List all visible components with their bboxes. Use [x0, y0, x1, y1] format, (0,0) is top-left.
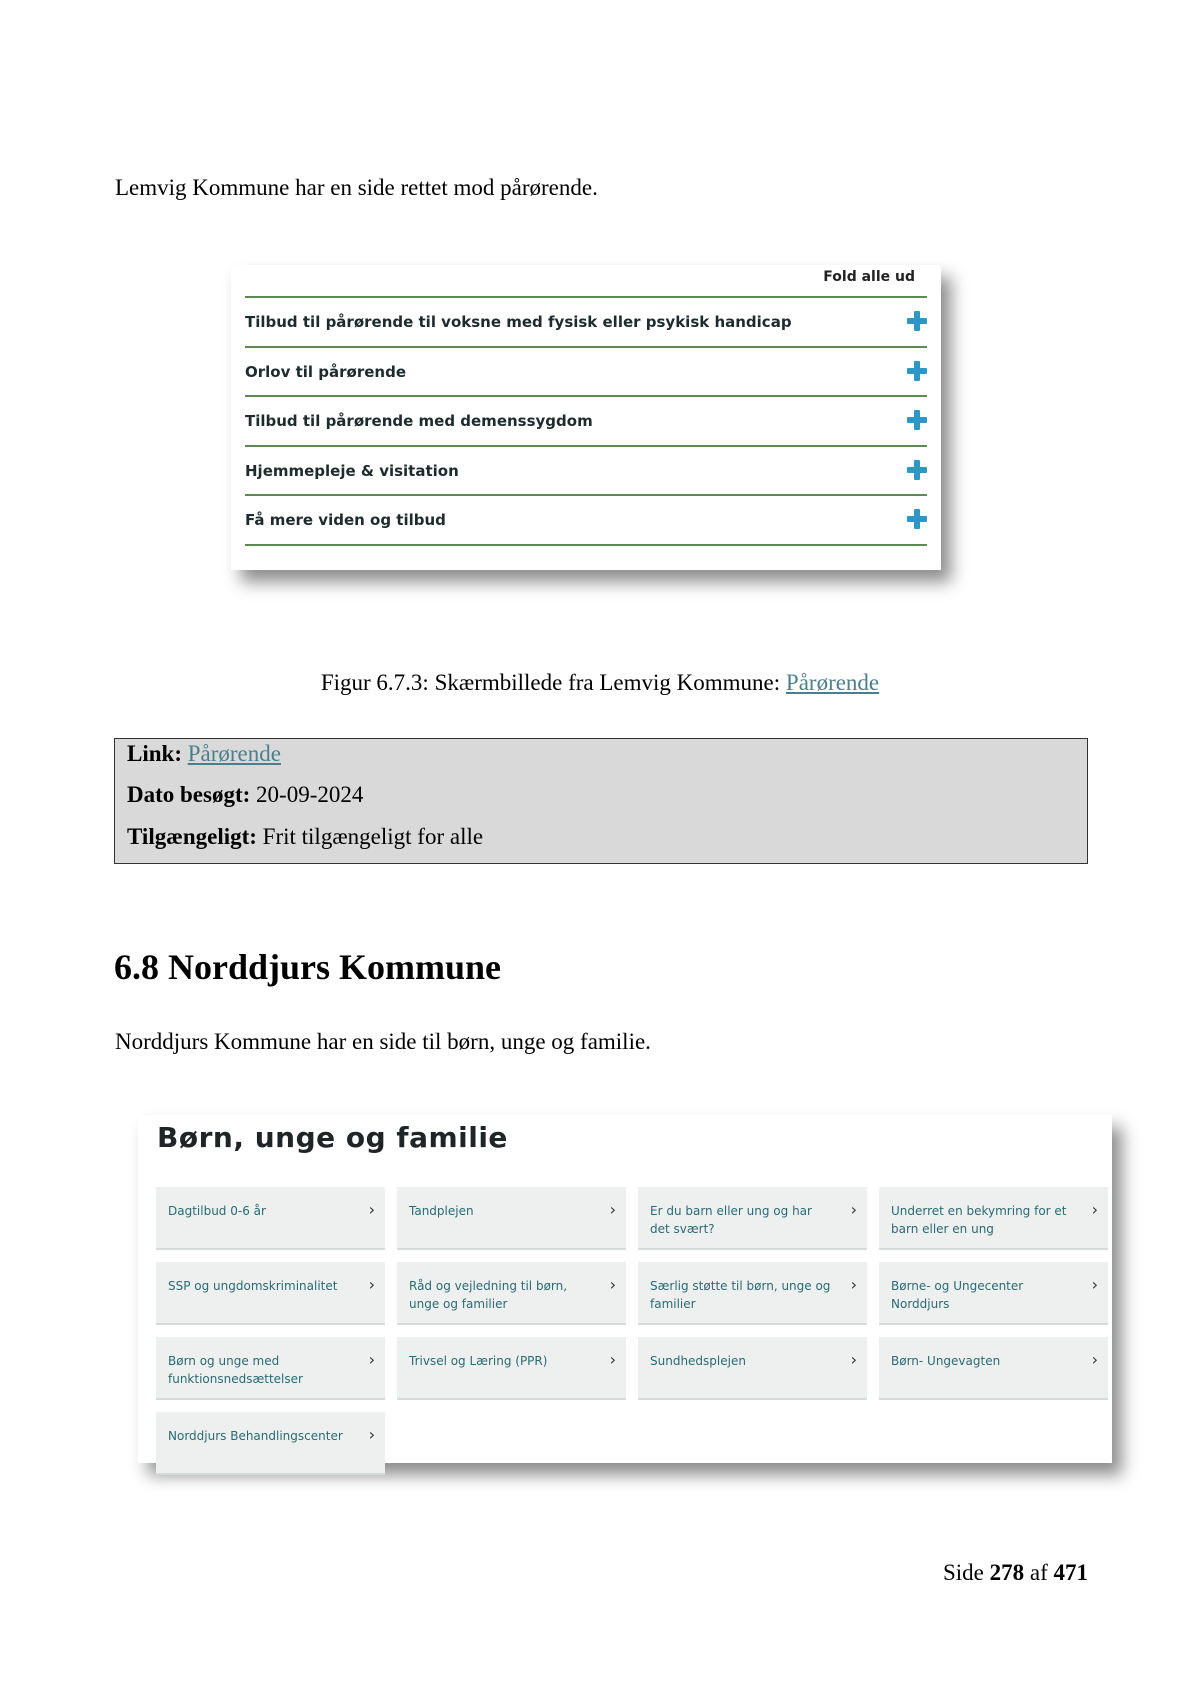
plus-icon[interactable] — [907, 410, 927, 430]
chevron-right-icon: › — [368, 1425, 375, 1444]
chevron-right-icon: › — [609, 1350, 616, 1369]
nav-tile-label: Særlig støtte til børn, unge og familier — [650, 1279, 831, 1311]
nav-tile-label: Norddjurs Behandlingscenter — [168, 1429, 343, 1443]
nav-tile[interactable] — [397, 1262, 626, 1325]
fold-all-button[interactable]: Fold alle ud — [823, 269, 915, 285]
plus-icon[interactable] — [907, 460, 927, 480]
section-heading: 6.8 Norddjurs Kommune — [114, 947, 502, 987]
nav-tile-label: Råd og vejledning til børn, unge og familier — [409, 1279, 568, 1311]
page-number-prefix: Side — [942, 1560, 984, 1585]
accordion-item[interactable] — [245, 348, 927, 398]
info-access-label: Tilgængeligt: — [127, 824, 257, 849]
source-info-box — [114, 738, 1088, 864]
accordion-item-label: Tilbud til pårørende til voksne med fysisk eller psykisk handicap — [245, 313, 792, 331]
nav-tile-label: Tandplejen — [409, 1204, 474, 1218]
intro-paragraph-norddjurs: Norddjurs Kommune har en side til børn, unge og familie. — [115, 1029, 651, 1054]
accordion-item[interactable] — [245, 298, 927, 348]
accordion-item[interactable] — [245, 496, 927, 546]
info-date-label: Dato besøgt: — [127, 782, 251, 807]
chevron-right-icon: › — [1091, 1200, 1098, 1219]
accordion-item-label: Hjemmepleje & visitation — [245, 461, 459, 480]
figure-caption-text: Figur 6.7.3: Skærmbillede fra Lemvig Kommune: — [320, 670, 786, 695]
info-access-line — [127, 824, 483, 850]
nav-tile[interactable] — [156, 1337, 385, 1400]
accordion-list — [245, 296, 927, 546]
nav-tile[interactable] — [638, 1187, 867, 1250]
chevron-right-icon: › — [368, 1275, 375, 1294]
page-number-total: 471 — [1053, 1560, 1088, 1585]
accordion-item-label: Få mere viden og tilbud — [245, 511, 446, 529]
chevron-right-icon: › — [368, 1200, 375, 1219]
nav-tile-label: SSP og ungdomskriminalitet — [168, 1279, 338, 1293]
chevron-right-icon: › — [850, 1200, 857, 1219]
info-link[interactable]: Pårørende — [187, 741, 281, 766]
nav-tile[interactable] — [397, 1337, 626, 1400]
nav-tile[interactable] — [156, 1262, 385, 1325]
chevron-right-icon: › — [609, 1200, 616, 1219]
nav-tile-label: Sundhedsplejen — [650, 1354, 746, 1368]
norddjurs-page-title: Børn, unge og familie — [157, 1121, 508, 1154]
nav-tile[interactable] — [156, 1412, 385, 1475]
nav-tile[interactable] — [879, 1187, 1108, 1250]
accordion-item[interactable] — [245, 447, 927, 497]
page-number — [943, 1560, 1088, 1586]
info-date-line — [127, 782, 363, 808]
page-number-current: 278 — [989, 1560, 1025, 1585]
chevron-right-icon: › — [850, 1350, 857, 1369]
nav-tile-label: Trivsel og Læring (PPR) — [409, 1354, 548, 1368]
nav-tile-label: Børne- og Ungecenter Norddjurs — [891, 1279, 1024, 1311]
accordion-item[interactable] — [245, 397, 927, 447]
page-number-sep: af — [1029, 1560, 1048, 1585]
accordion-item-label: Orlov til pårørende — [245, 362, 406, 381]
nav-tile-label: Børn og unge med funktionsnedsættelser — [168, 1354, 303, 1386]
nav-tile[interactable] — [156, 1187, 385, 1250]
lemvig-screenshot — [231, 265, 941, 570]
figure-caption — [0, 670, 1200, 696]
plus-icon[interactable] — [907, 311, 927, 331]
info-link-line — [127, 741, 281, 767]
nav-tile-label: Underret en bekymring for et barn eller en ung — [891, 1204, 1067, 1236]
nav-tile[interactable] — [638, 1262, 867, 1325]
plus-icon[interactable] — [907, 361, 927, 381]
nav-tile[interactable] — [879, 1262, 1108, 1325]
chevron-right-icon: › — [1091, 1350, 1098, 1369]
chevron-right-icon: › — [850, 1275, 857, 1294]
chevron-right-icon: › — [609, 1275, 616, 1294]
nav-tile-label: Dagtilbud 0-6 år — [168, 1204, 266, 1218]
info-access-value: Frit tilgængeligt for alle — [262, 824, 484, 849]
intro-paragraph-lemvig: Lemvig Kommune har en side rettet mod pårørende. — [115, 175, 598, 200]
nav-tile[interactable] — [638, 1337, 867, 1400]
info-date-value: 20-09-2024 — [256, 782, 364, 807]
accordion-item-label: Tilbud til pårørende med demenssygdom — [245, 412, 593, 430]
nav-tile-label: Børn- Ungevagten — [891, 1354, 1001, 1368]
nav-tile[interactable] — [879, 1337, 1108, 1400]
nav-tile-label: Er du barn eller ung og har det svært? — [650, 1204, 812, 1236]
figure-caption-link[interactable]: Pårørende — [785, 670, 880, 695]
norddjurs-screenshot — [138, 1115, 1112, 1463]
info-link-label: Link: — [127, 741, 182, 766]
chevron-right-icon: › — [1091, 1275, 1098, 1294]
nav-tile[interactable] — [397, 1187, 626, 1250]
chevron-right-icon: › — [368, 1350, 375, 1369]
plus-icon[interactable] — [907, 509, 927, 529]
